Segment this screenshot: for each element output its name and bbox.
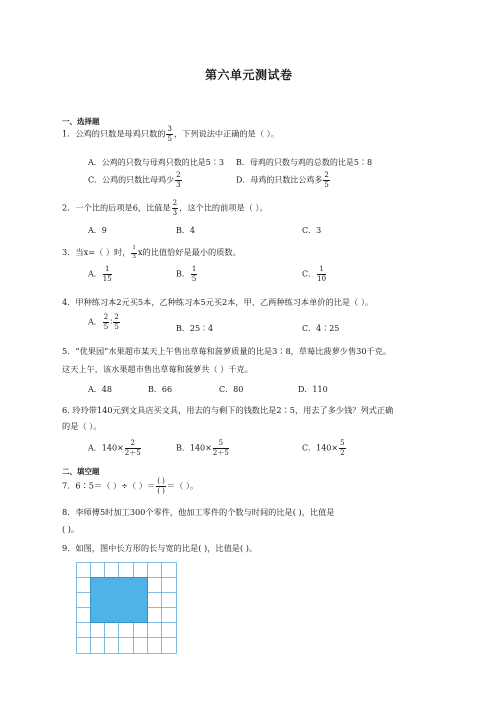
- question-3: 3．当x=（ ）时， $\frac{1}{3}$ x的比值恰好是最小的质数。: [62, 245, 241, 260]
- option-3b[interactable]: B． $\frac{1}{5}$: [176, 265, 197, 283]
- option-4a[interactable]: A． $\frac{2}{5}$ ∶ $\frac{2}{5}$: [88, 313, 119, 331]
- question-2: 2．一个比的后项是6，比值是 $\frac{2}{3}$ ，这个比的前项是（ ）。: [62, 199, 268, 217]
- fraction-2-5: $\frac{2}{5}$: [103, 313, 109, 331]
- fraction-2-5: $\frac{2}{5}$: [324, 171, 329, 189]
- option-3a[interactable]: A． $\frac{1}{15}$: [88, 265, 112, 283]
- option-2c[interactable]: C．3: [302, 226, 322, 235]
- fraction-2-3: $\frac{2}{3}$: [176, 171, 181, 189]
- question-6-line-2: 的是（ ）。: [62, 421, 102, 431]
- option-2b[interactable]: B．4: [176, 226, 195, 235]
- shaded-rectangle: [91, 578, 148, 623]
- fraction-2-5: $\frac{2}{5}$: [114, 313, 119, 331]
- section-fill-heading: 二、填空题: [62, 467, 100, 476]
- fraction-3-5: $\frac{3}{5}$: [167, 125, 172, 143]
- option-5a[interactable]: A．48: [88, 385, 112, 394]
- option-2a[interactable]: A．9: [88, 226, 107, 235]
- option-1a[interactable]: A．公鸡的只数与母鸡只数的比是5∶3: [88, 158, 224, 167]
- question-6-line-1: 6. 玲玲带140元到文具店买文具，用去的与剩下的钱数比是2∶5，用去了多少钱？列式正确: [62, 405, 394, 415]
- grid-rectangle-figure: [76, 562, 177, 654]
- option-1c[interactable]: C．公鸡的只数比母鸡少 $\frac{2}{3}$: [88, 171, 181, 189]
- option-1d[interactable]: D．母鸡的只数比公鸡多 $\frac{2}{5}$: [236, 171, 329, 189]
- question-1-text-pre: 1．公鸡的只数是母鸡只数的: [62, 128, 166, 139]
- fraction-2-over-2-plus-5: $\frac{2}{2+5}$: [124, 439, 141, 457]
- question-5-line-1: 5．“优果园”水果超市某天上午售出草莓和菠萝质量的比是3∶8，草莓比菠萝少售30千克。: [62, 346, 392, 356]
- section-choice-heading: 一、选择题: [62, 117, 100, 126]
- fraction-1-3: $\frac{1}{3}$: [132, 245, 136, 260]
- fraction-1-5: $\frac{1}{5}$: [191, 265, 197, 283]
- fraction-blank: ( ) ( ): [157, 477, 165, 495]
- option-4c[interactable]: C．4∶25: [302, 324, 340, 333]
- question-9: 9．如图，图中长方形的长与宽的比是( )，比值是( )。: [62, 543, 258, 553]
- fraction-1-10: $\frac{1}{10}$: [317, 265, 327, 283]
- question-8-line-2: ( )。: [62, 524, 80, 534]
- option-6a[interactable]: A．140× $\frac{2}{2+5}$: [88, 439, 141, 457]
- question-8-line-1: 8．李师傅5时加工300个零件，他加工零件的个数与时间的比是( )，比值是: [62, 507, 335, 517]
- option-1b[interactable]: B．母鸡的只数与鸡的总数的比是5∶8: [236, 158, 373, 167]
- question-1: [62, 126, 279, 143]
- option-5b[interactable]: B．66: [148, 385, 173, 394]
- question-7: 7．6∶5＝（ ）÷（ ）＝ ( ) ( ) ＝（ ）。: [62, 477, 199, 495]
- fraction-2-3: $\frac{2}{3}$: [172, 199, 178, 217]
- option-5d[interactable]: D．110: [298, 385, 328, 394]
- question-5-line-2: 这天上午，该水果超市售出草莓和菠萝共（ ）千克。: [62, 364, 253, 374]
- fraction-5-over-2-plus-5: $\frac{5}{2+5}$: [212, 439, 229, 457]
- option-3c[interactable]: C． $\frac{1}{10}$: [302, 265, 327, 283]
- option-6b[interactable]: B．140× $\frac{5}{2+5}$: [176, 439, 229, 457]
- option-6c[interactable]: C．140× $\frac{5}{2}$: [302, 439, 345, 457]
- page-title: 第六单元测试卷: [205, 68, 293, 82]
- question-4: 4．甲种练习本2元买5本，乙种练习本5元买2本，甲、乙两种练习本单价的比是（ ）。: [62, 297, 374, 307]
- question-1-text-post: ，下列说法中正确的是（ ）。: [173, 128, 279, 139]
- option-5c[interactable]: C．80: [219, 385, 244, 394]
- fraction-5-2: $\frac{5}{2}$: [340, 439, 345, 457]
- fraction-1-15: $\frac{1}{15}$: [102, 265, 112, 283]
- option-4b[interactable]: B．25∶4: [176, 324, 214, 333]
